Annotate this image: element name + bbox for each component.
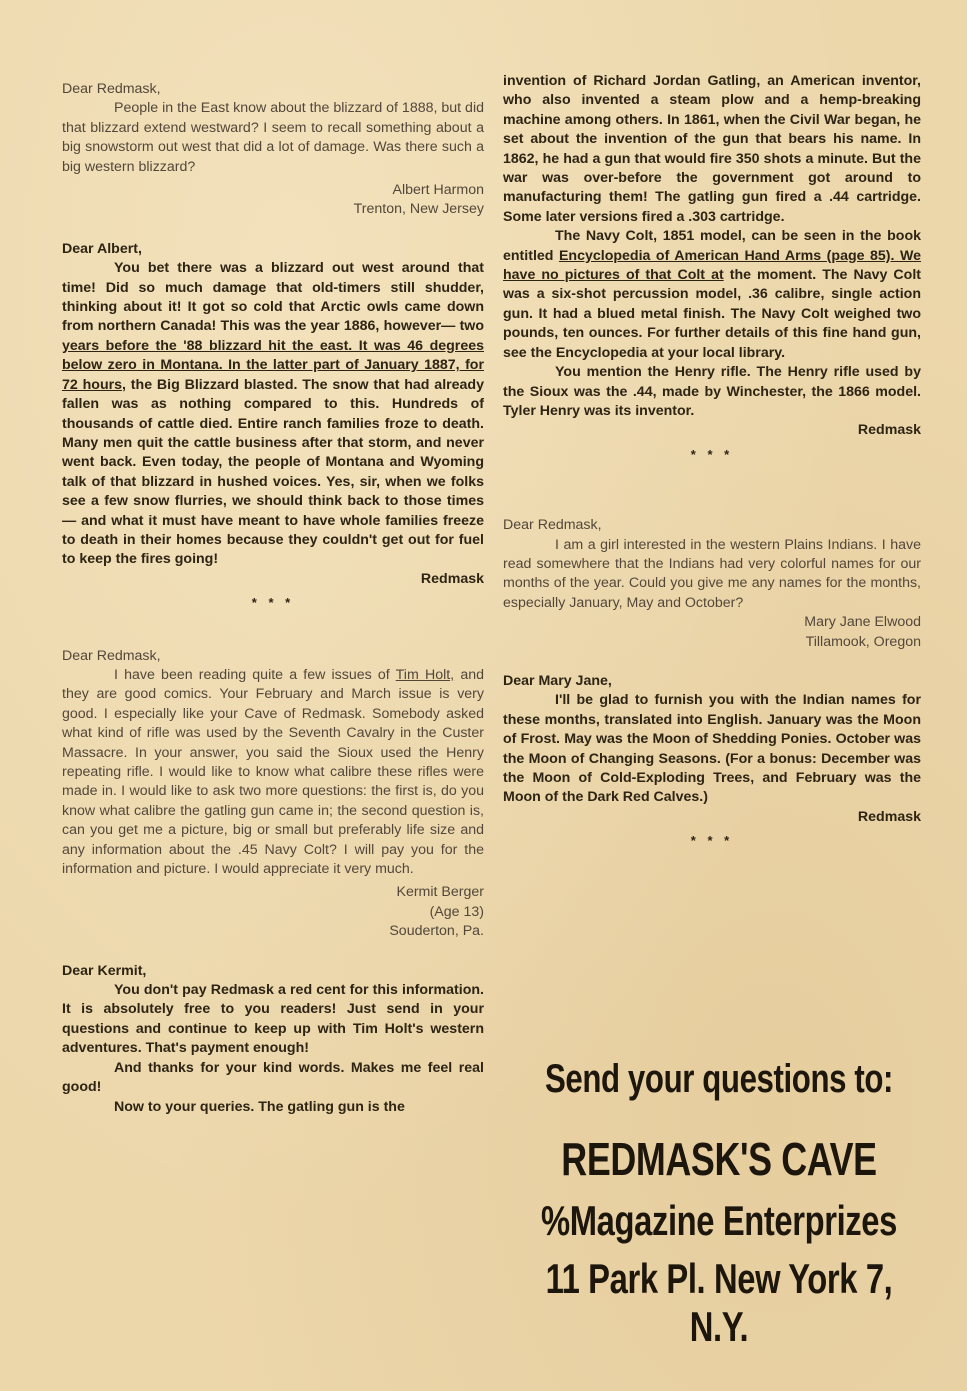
reply-to-albert (62, 240, 484, 613)
address-care-of: %Magazine Enterprizes (541, 1197, 897, 1244)
address-name: REDMASK'S CAVE (561, 1133, 877, 1185)
reply-body-underlined: years before the '88 blizzard hit the east. It was 46 degrees below zero in Montana. In the latter part of January 1887, for 72 hours, (62, 337, 484, 393)
reply-to-kermit-continued (503, 72, 921, 464)
letter-signature-age: (Age 13) (429, 903, 484, 920)
left-column (62, 80, 484, 1117)
reply-body-part: the moment. The Navy Colt was a six-shot percussion model, .36 calibre, single action gun. It had a blued metal finish. The Navy Colt weighed two pounds, ten ounces. For further details of this fine hand gun, see the Encyclopedia at your local library. (503, 267, 921, 361)
section-divider: * * * (251, 595, 295, 611)
reply-body: invention of Richard Jordan Gatling, an American inventor, who also invented a steam plow and a hemp-breaking machine among others. In 1861, when the Civil War began, he set about the invention of the gun that bears his name. In 1862, he had a gun that would fire 350 shots a minute. But the war was over-before the government got around to manufacturing them! The gatling gun fired a .44 cartridge. Some later versions fired a .303 cartridge. (503, 73, 921, 225)
letter-body-part: and they are good comics. Your February and March issue is very good. I especially like your Cave of Redmask. Somebody asked what kind of rifle was used by the Seventh Cavalry in the Custer Massacre. In your answer, you said the Sioux used the Henry repeating rifle. I would like to know what calibre these rifles were made in. I would like to ask two more questions: the first is, do you know what calibre the gatling gun came in; the second question is, can you get me a picture, big or small but preferably life size and any information about the .45 Navy Colt? I will pay you for the information and picture. I would appreciate it very much. (62, 666, 484, 878)
letter-signature-place: Trenton, New Jersey (353, 201, 484, 218)
reply-greeting: Dear Kermit, (62, 962, 147, 979)
reply-body-part: You bet there was a blizzard out west around that time! Did so much damage that old-timers still shudder, thinking about it! It got so cold that Arctic owls came down from northern Canada! This was the year 1886, however— two (62, 260, 484, 335)
reply-body (62, 259, 484, 570)
reply-body-underlined: Encyclopedia of American Hand Arms (page 85). We have no pictures of that Colt at (503, 247, 921, 284)
reply-greeting: Dear Mary Jane, (503, 672, 612, 689)
section-divider: * * * (690, 833, 734, 849)
letter-mary-jane-elwood (503, 516, 921, 652)
letter-greeting: Dear Redmask, (503, 517, 602, 534)
letter-body-part: I have been reading quite a few issues of (114, 666, 396, 683)
reply-body: And thanks for your kind words. Makes me feel real good! (62, 1059, 484, 1096)
letter-greeting: Dear Redmask, (62, 647, 161, 664)
letter-signature-place: Tillamook, Oregon (805, 633, 921, 650)
reply-body: You mention the Henry rifle. The Henry rifle used by the Sioux was the .44, made by Winchester, the 1866 model. Tyler Henry was its inventor. (503, 364, 921, 419)
reply-body-part: The Navy Colt, 1851 model, can be seen in the book entitled (503, 228, 921, 264)
letter-signature-name: Mary Jane Elwood (804, 614, 921, 631)
address-heading: Send your questions to: (544, 1057, 894, 1101)
letter-signature-name: Albert Harmon (392, 182, 484, 199)
letter-body-underlined: Tim Holt, (395, 666, 455, 683)
section-divider: * * * (690, 446, 734, 462)
reply-to-mary-jane (503, 672, 921, 851)
reply-signature: Redmask (857, 422, 921, 439)
letter-kermit-berger (62, 647, 484, 942)
letter-body: People in the East know about the blizzard of 1888, but did that blizzard extend westward? I seem to recall something about a big snowstorm out west that did a lot of damage. Was there such a big western blizzard? (62, 100, 484, 175)
reply-body (503, 227, 921, 363)
letter-greeting: Dear Redmask, (62, 81, 161, 97)
letter-body (62, 666, 484, 879)
reply-to-kermit (62, 962, 484, 1117)
letter-signature-name: Kermit Berger (396, 884, 484, 901)
reply-body: I'll be glad to furnish you with the Indian names for these months, translated into English. January was the Moon of Frost. May was the Moon of Shedding Ponies. October was the Moon of Changing Seasons. (For a bonus: December was the Moon of Cold-Exploding Trees, and February was the Moon of the Dark Red Calves.) (503, 692, 921, 806)
letter-signature-place: Souderton, Pa. (389, 923, 484, 940)
reply-body: Now to your queries. The gatling gun is the (114, 1098, 405, 1115)
reply-signature: Redmask (420, 570, 484, 587)
letter-body: I am a girl interested in the western Plains Indians. I have read somewhere that the Indians had very colorful names for our months of the year. Could you give me any names for the months, especially January, May and October? (503, 536, 921, 611)
address-street: 11 Park Pl. New York 7, N.Y. (545, 1255, 893, 1350)
reply-signature: Redmask (857, 808, 921, 825)
reply-greeting: Dear Albert, (62, 240, 142, 257)
reply-body: You don't pay Redmask a red cent for this information. It is absolutely free to you readers! Just send in your questions and continue to keep up with Tim Holt's western adventures. That's payment enough! (62, 982, 484, 1057)
letter-albert-harmon (62, 80, 484, 220)
reply-body-part: the Big Blizzard blasted. The snow that had already fallen was as nothing compared to this. Hundreds of thousands of cattle died. Entire ranch families froze to death. Many men quit the cattle business after that storm, and never went back. Even today, the people of Montana and Wyoming talk of that blizzard in hushed voices. Yes, sir, when we folks see a few snow flurries, we should think back to those times — and what it must have meant to have whole families freeze to death in their homes because they couldn't get out for fuel to keep the fires going! (62, 376, 484, 568)
right-column (503, 72, 921, 851)
